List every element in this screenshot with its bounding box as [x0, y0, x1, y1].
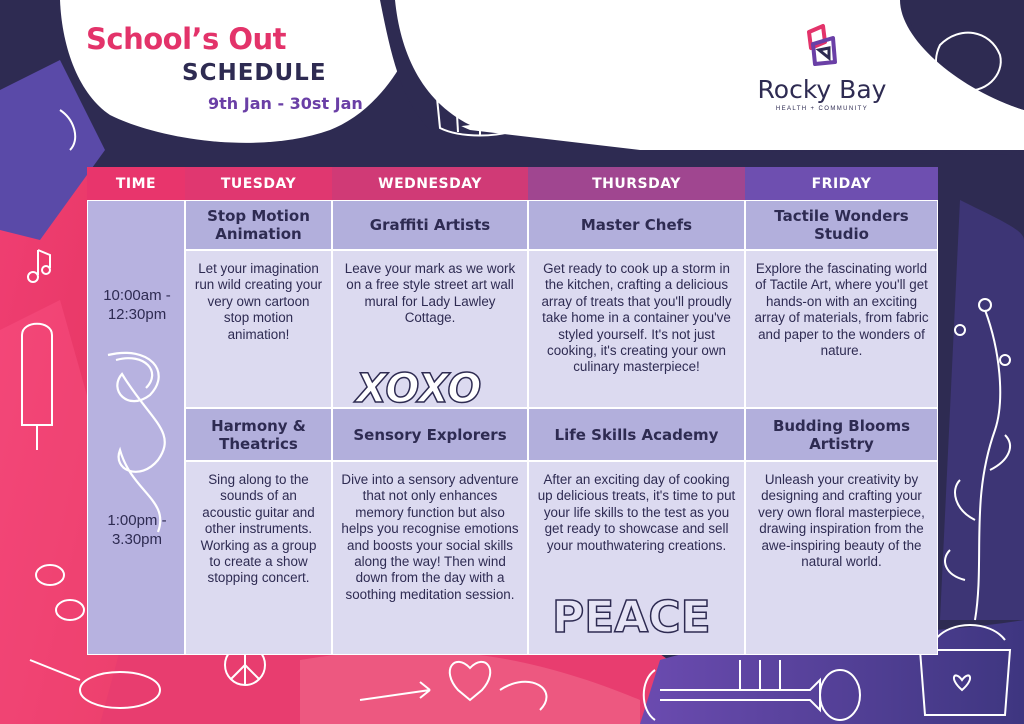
afternoon-friday-title: Budding Blooms Artistry — [745, 408, 938, 461]
title-dates: 9th Jan - 30st Jan — [208, 94, 363, 113]
morning-wednesday-desc: Leave your mark as we work on a free style street art wall mural for Lady Lawley Cottage. — [332, 250, 528, 408]
morning-tuesday-title: Stop Motion Animation — [185, 200, 332, 250]
logo-tagline: HEALTH + COMMUNITY — [775, 106, 869, 112]
logo-mark-icon — [799, 22, 845, 68]
logo-name: Rocky Bay — [757, 75, 887, 104]
title-line-2: SCHEDULE — [182, 60, 327, 86]
page-title — [86, 22, 363, 113]
afternoon-thursday-title: Life Skills Academy — [528, 408, 745, 461]
header-wednesday: WEDNESDAY — [332, 167, 528, 200]
afternoon-wednesday-desc: Dive into a sensory adventure that not only enhances memory function but also helps you recognise emotions and boosts your social skills along the way! Then wind down from the day with a soothing meditation session. — [332, 461, 528, 655]
title-line-1: School’s Out — [86, 22, 287, 56]
header-time: TIME — [87, 167, 185, 200]
header-friday: FRIDAY — [745, 167, 938, 200]
time-column — [87, 200, 185, 655]
morning-friday-title: Tactile Wonders Studio — [745, 200, 938, 250]
morning-thursday-title: Master Chefs — [528, 200, 745, 250]
header-tuesday: TUESDAY — [185, 167, 332, 200]
afternoon-friday-desc: Unleash your creativity by designing and crafting your very own floral masterpiece, drawing inspiration from the awe-inspiring beauty of the natural world. — [745, 461, 938, 655]
time-morning: 10:00am - 12:30pm — [103, 287, 171, 323]
morning-tuesday-desc: Let your imagination run wild creating your very own cartoon stop motion animation! — [185, 250, 332, 408]
graffiti-xoxo-overlay: XOXO — [356, 366, 482, 412]
morning-wednesday-title: Graffiti Artists — [332, 200, 528, 250]
rocky-bay-logo — [752, 22, 892, 112]
afternoon-tuesday-title: Harmony & Theatrics — [185, 408, 332, 461]
time-afternoon: 1:00pm - 3.30pm — [107, 512, 167, 548]
afternoon-wednesday-title: Sensory Explorers — [332, 408, 528, 461]
graffiti-peace-overlay: PEACE — [552, 592, 711, 643]
schedule-table — [87, 167, 938, 655]
morning-thursday-desc: Get ready to cook up a storm in the kitchen, crafting a delicious array of treats that you'll proudly take home in a container you've styled yourself. It's not just cooking, it's creating your own culinary masterpiece! — [528, 250, 745, 408]
morning-friday-desc: Explore the fascinating world of Tactile Art, where you'll get hands-on with an exciting array of materials, from fabric and paper to the wonders of nature. — [745, 250, 938, 408]
header-thursday: THURSDAY — [528, 167, 745, 200]
afternoon-tuesday-desc: Sing along to the sounds of an acoustic guitar and other instruments. Working as a group to create a show stopping concert. — [185, 461, 332, 655]
afternoon-thursday-desc: After an exciting day of cooking up delicious treats, it's time to put your life skills to the test as you get ready to showcase and sell your mouthwatering creations. — [528, 461, 745, 655]
